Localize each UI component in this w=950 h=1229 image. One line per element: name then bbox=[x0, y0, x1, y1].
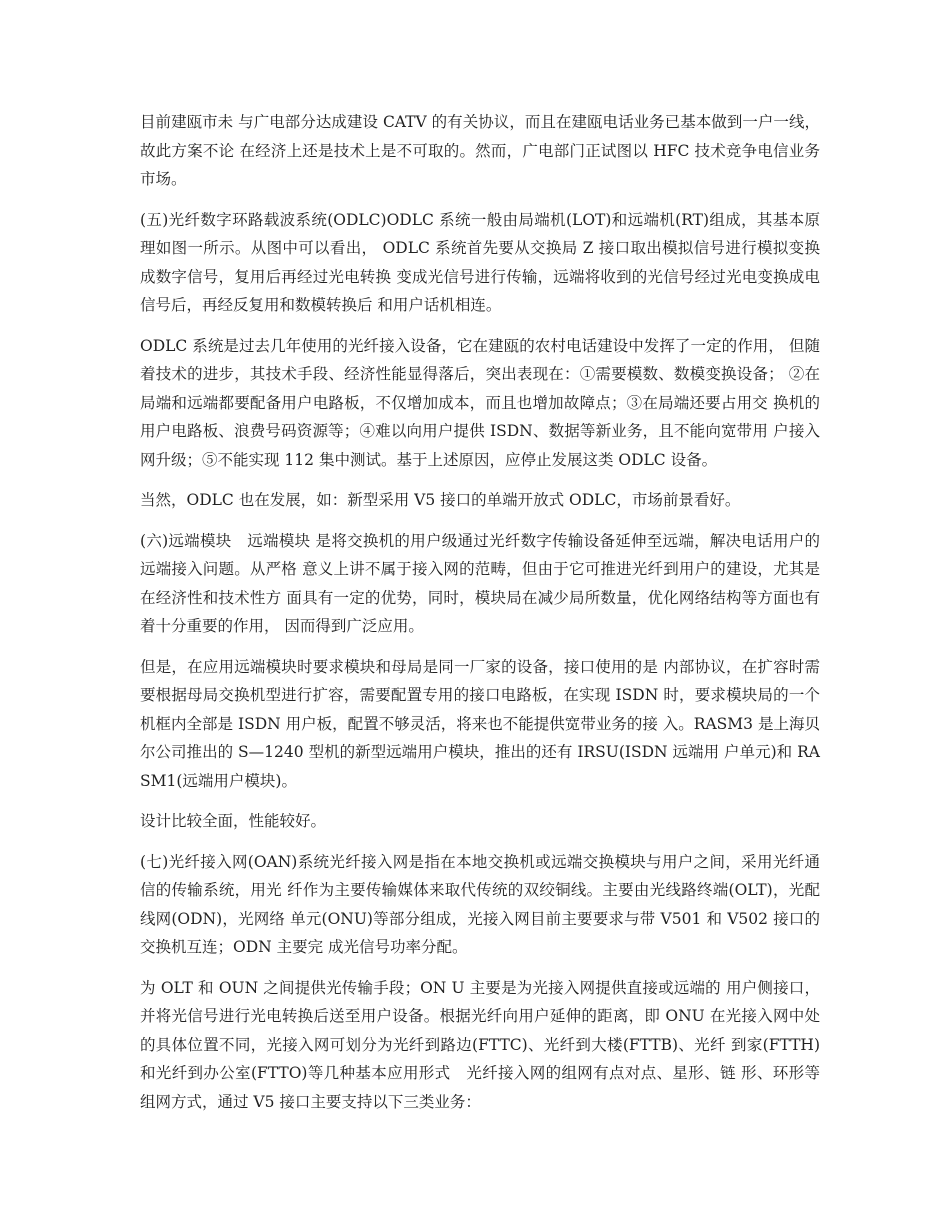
paragraph-remote-module: (六)远端模块 远端模块 是将交换机的用户级通过光纤数字传输设备延伸至远端，解决电话用户的远端接入问题。从严格 意义上讲不属于接入网的范畴，但由于它可推进光纤到用户的建设，尤其是在经济性和技术性方 面具有一定的优势，同时，模块局在减少局所数量，优化网络结构等方面也有着十分重要的作用， 因而得到广泛应用。 bbox=[140, 531, 820, 635]
paragraph-odlc-drawbacks: ODLC 系统是过去几年使用的光纤接入设备，它在建瓯的农村电话建设中发挥了一定的作用， 但随着技术的进步，其技术手段、经济性能显得落后，突出表现在：①需要模数、数模变换设备； ②在局端和远端都要配备用户电路板，不仅增加成本，而且也增加故障点；③在局端还要占用交 换机的用户电路板、浪费号码资源等；④难以向用户提供 ISDN、数据等新业务，且不能向宽带用 户接入网升级；⑤不能实现 112 集中测试。基于上述原因，应停止发展这类 ODLC 设备。 bbox=[140, 336, 820, 469]
paragraph-odlc-intro: (五)光纤数字环路载波系统(ODLC)ODLC 系统一般由局端机(LOT)和远端机(RT)组成，其基本原理如图一所示。从图中可以看出， ODLC 系统首先要从交换局 Z 接口取出模拟信号进行模拟变换成数字信号，复用后再经过光电转换 变成光信号进行传输，远端将收到的光信号经过光电变换成电信号后，再经反复用和数模转换后 和用户话机相连。 bbox=[140, 210, 820, 314]
paragraph-remote-module-limits: 但是，在应用远端模块时要求模块和母局是同一厂家的设备，接口使用的是 内部协议，在扩容时需要根据母局交换机型进行扩容，需要配置专用的接口电路板，在实现 ISDN 时，要求模块局的一个机框内全部是 ISDN 用户板，配置不够灵活，将来也不能提供宽带业务的接 入。RASM3 是上海贝尔公司推出的 S—1240 型机的新型远端用户模块，推出的还有 IRSU(ISDN 远端用 户单元)和 RASM1(远端用户模块)。 bbox=[140, 657, 820, 790]
document-body bbox=[140, 108, 820, 1128]
paragraph-design-summary: 设计比较全面，性能较好。 bbox=[140, 812, 327, 830]
paragraph-oan-onu: 为 OLT 和 OUN 之间提供光传输手段；ON U 主要是为光接入网提供直接或远端的 用户侧接口，并将光信号进行光电转换后送至用户设备。根据光纤向用户延伸的距离，即 ONU 在光接入网中处的具体位置不同，光接入网可划分为光纤到路边(FTTC)、光纤到大楼(FTTB)、光纤 到家(FTTH)和光纤到办公室(FTTO)等几种基本应用形式 光纤接入网的组网有点对点、星形、链 形、环形等组网方式，通过 V5 接口主要支持以下三类业务： bbox=[140, 978, 820, 1111]
paragraph-oan-intro: (七)光纤接入网(OAN)系统光纤接入网是指在本地交换机或远端交换模块与用户之间，采用光纤通信的传输系统，用光 纤作为主要传输媒体来取代传统的双绞铜线。主要由光线路终端(OLT)，光配线网(ODN)，光网络 单元(ONU)等部分组成，光接入网目前主要要求与带 V501 和 V502 接口的交换机互连；ODN 主要完 成光信号功率分配。 bbox=[140, 852, 820, 956]
paragraph-odlc-development: 当然，ODLC 也在发展，如：新型采用 V5 接口的单端开放式 ODLC，市场前景看好。 bbox=[140, 491, 741, 509]
paragraph-catv: 目前建瓯市未 与广电部分达成建设 CATV 的有关协议，而且在建瓯电话业务已基本做到一户一线，故此方案不论 在经济上还是技术上是不可取的。然而，广电部门正试图以 HFC 技术竞争电信业务市场。 bbox=[140, 113, 820, 188]
